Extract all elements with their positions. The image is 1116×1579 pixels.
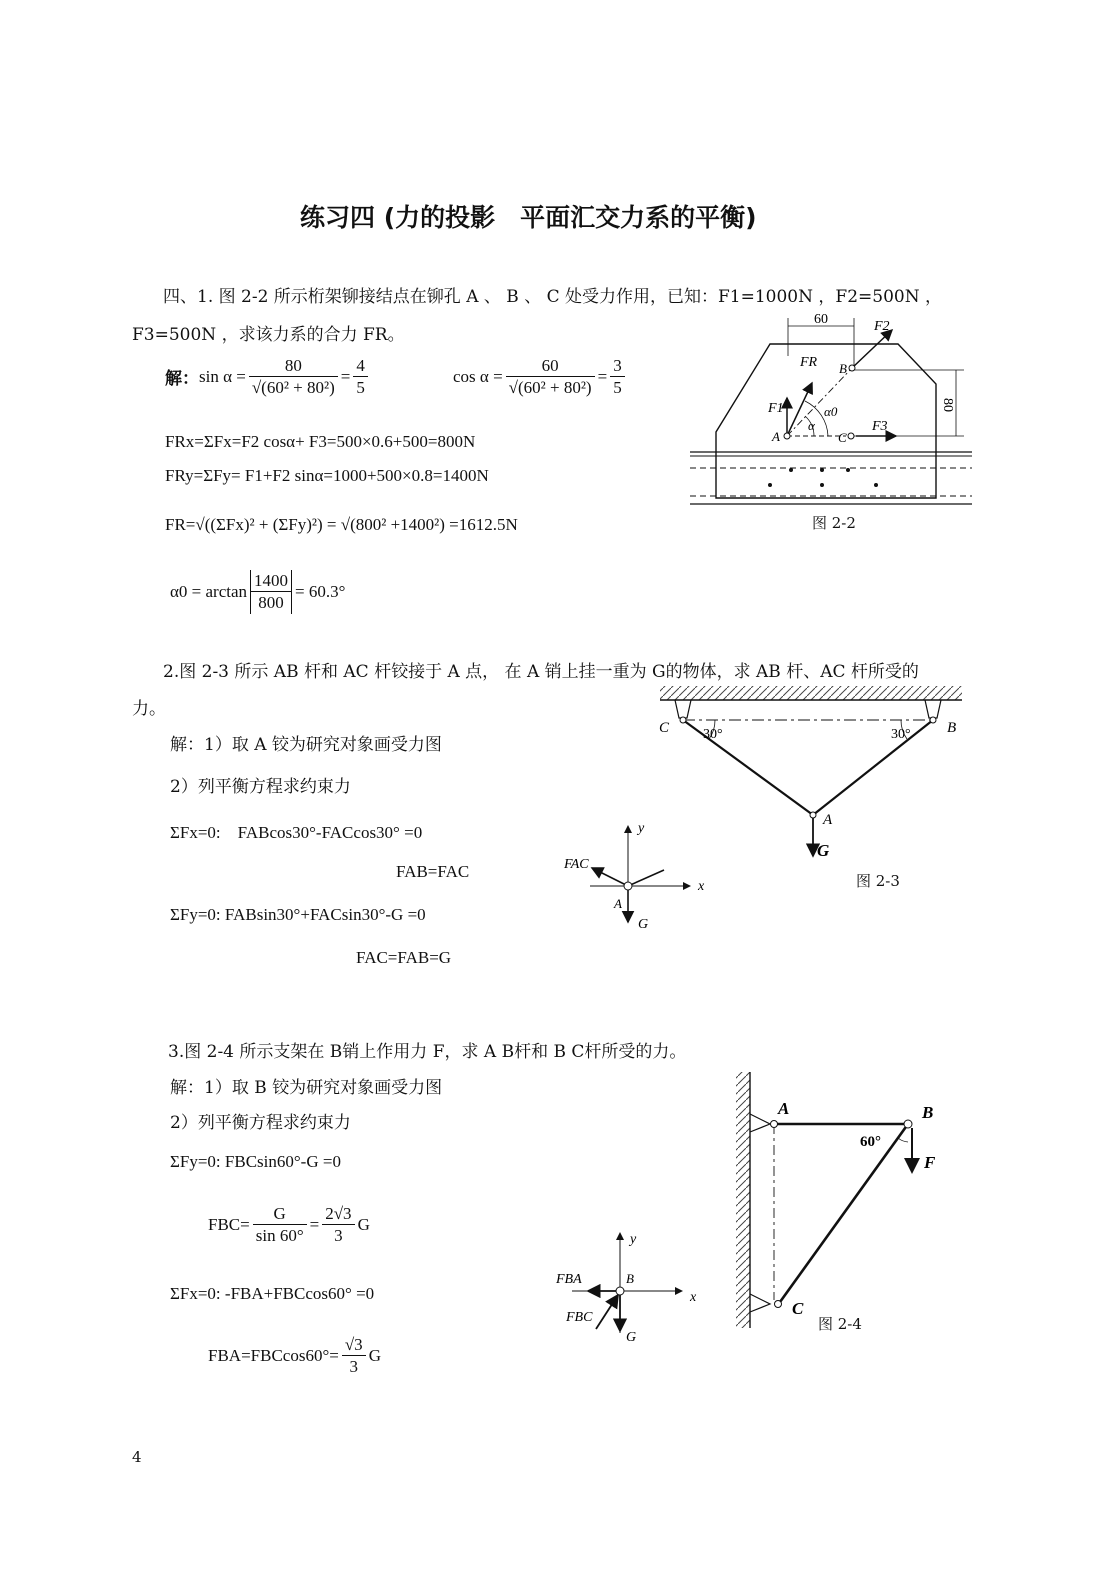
fig3-label-b: B — [947, 720, 957, 736]
alpha0-equation — [170, 570, 345, 614]
sin-numerator: 80 — [249, 355, 338, 377]
equation-frx: FRx=ΣFx=F2 cosα+ F3=500×0.6+500=800N — [165, 432, 476, 451]
force-fab-arrow — [628, 870, 664, 886]
problem2-eq-sum-fy: ΣFy=0: FABsin30°+FACsin30°-G =0 — [170, 905, 426, 924]
label-c: C — [838, 430, 847, 445]
problem2-eq-sum-fx: ΣFx=0: FABcos30°-FACcos30° =0 — [170, 823, 423, 842]
dim-label-80: 80 — [940, 398, 955, 412]
fbc-result-num: 2√3 — [322, 1203, 354, 1225]
label-alpha: α — [808, 418, 815, 433]
rod-ab — [813, 720, 933, 815]
problem2-step1: 解：1）取 A 铰为研究对象画受力图 — [170, 735, 442, 755]
fba-left: FBA=FBCcos60°= — [208, 1345, 339, 1365]
fba-num: √3 — [342, 1334, 366, 1356]
fig3-angle-left: 30° — [703, 727, 723, 742]
page-title: 练习四 (力的投影 平面汇交力系的平衡) — [300, 203, 757, 232]
fbd3-label-fbc: FBC — [566, 1310, 593, 1325]
fig4-label-b: B — [922, 1103, 934, 1122]
ceiling-hatch — [660, 686, 962, 700]
cos-result-num: 3 — [610, 355, 625, 377]
alpha0-result: = 60.3° — [295, 581, 346, 601]
dim-label-60: 60 — [814, 312, 828, 327]
line-ab — [787, 368, 852, 436]
cos-equals: = — [597, 366, 608, 386]
fbd3-label-b: B — [626, 1271, 634, 1286]
fba-den: 3 — [349, 1357, 359, 1377]
label-alpha0: α0 — [824, 404, 838, 419]
alpha0-num: 1400 — [251, 570, 291, 592]
fig3-label-c: C — [659, 720, 670, 736]
rivet-holes — [768, 468, 878, 487]
figure-2-2 — [686, 308, 976, 538]
fbc-result-den: 3 — [334, 1226, 343, 1246]
fbc-fraction — [253, 1203, 307, 1247]
hole-b — [849, 365, 855, 371]
beam — [690, 452, 972, 504]
sin-equals: = — [340, 366, 351, 386]
problem3-eq-sum-fy: ΣFy=0: FBCsin60°-G =0 — [170, 1152, 341, 1171]
fbc-num: G — [253, 1203, 307, 1225]
fbd2-label-fac: FAC — [564, 857, 589, 872]
fbd3-label-y: y — [630, 1232, 637, 1247]
fbd3-label-fba: FBA — [556, 1272, 582, 1287]
label-b: B — [839, 361, 847, 376]
support-b — [925, 700, 941, 718]
problem3-eq-fba — [208, 1334, 381, 1378]
problem3-step2: 2）列平衡方程求约束力 — [170, 1113, 351, 1133]
figure-2-4-caption: 图 2-4 — [818, 1315, 862, 1333]
cos-denominator: √(60² + 80²) — [508, 378, 592, 398]
figure-2-2-caption: 图 2-2 — [812, 514, 856, 532]
support-c — [675, 700, 691, 718]
fig3-angle-right: 30° — [891, 727, 911, 742]
figure-2-3 — [655, 680, 975, 865]
problem2-statement-line2: 力。 — [132, 699, 166, 719]
fbd2-label-a: A — [614, 896, 622, 911]
problem1-statement-line1: 四、1. 图 2-2 所示桁架铆接结点在铆孔 A 、 B 、 C 处受力作用，已知：F1=1000N ，F2=500N ， — [163, 287, 942, 307]
cos-alpha-equation — [453, 355, 628, 399]
problem2-step2: 2）列平衡方程求约束力 — [170, 777, 351, 797]
support-a — [750, 1114, 770, 1132]
wall-hatch — [736, 1072, 750, 1328]
label-f3: F3 — [872, 419, 888, 434]
gusset-plate — [716, 344, 936, 498]
force-f2-arrow — [852, 330, 892, 368]
pin-b-fig — [904, 1120, 912, 1128]
page-number: 4 — [132, 1448, 142, 1466]
hole-a — [784, 433, 790, 439]
solution-label: 解： — [165, 369, 199, 389]
figure-2-3-caption: 图 2-3 — [856, 872, 900, 890]
sin-result-num: 4 — [353, 355, 368, 377]
alpha0-den: 800 — [258, 593, 284, 613]
fig4-label-c: C — [792, 1299, 804, 1318]
fig4-label-a: A — [778, 1099, 790, 1118]
label-fr: FR — [800, 355, 818, 370]
fbd2-label-y: y — [638, 821, 645, 836]
fbc-result-fraction — [322, 1203, 354, 1247]
hole-c — [848, 433, 854, 439]
sin-result-fraction — [353, 355, 368, 399]
problem3-eq-fbc — [208, 1203, 370, 1247]
fig4-angle: 60° — [860, 1134, 881, 1150]
sin-result-den: 5 — [356, 378, 365, 398]
rod-bc-fig — [780, 1124, 908, 1302]
cos-left: cos α = — [453, 366, 503, 386]
fbd3-label-g: G — [626, 1330, 637, 1345]
problem2-eq-fab-fac: FAB=FAC — [396, 862, 470, 881]
sin-fraction — [249, 355, 338, 399]
cos-fraction — [506, 355, 595, 399]
fig4-label-f: F — [924, 1153, 936, 1172]
alpha0-fraction — [251, 570, 291, 614]
label-a: A — [772, 429, 780, 444]
problem2-eq-result: FAC=FAB=G — [356, 948, 452, 967]
label-f1: F1 — [768, 401, 784, 416]
support-c-wall — [750, 1294, 770, 1312]
fbd2-label-g: G — [638, 917, 649, 932]
cos-result-fraction — [610, 355, 625, 399]
force-fac-arrow — [592, 868, 628, 886]
abs-bars — [250, 570, 292, 614]
problem2-statement-line1: 2.图 2-3 所示 AB 杆和 AC 杆铰接于 A 点， 在 A 销上挂一重为 G的物体，求 AB 杆、AC 杆所受的 — [163, 662, 919, 682]
equation-fry: FRy=ΣFy= F1+F2 sinα=1000+500×0.8=1400N — [165, 466, 489, 485]
fbc-left: FBC= — [208, 1214, 250, 1234]
fbc-equals: = — [309, 1214, 320, 1234]
fbc-g: G — [357, 1214, 370, 1234]
label-f2: F2 — [874, 319, 890, 334]
fig3-label-a: A — [823, 812, 833, 828]
fbc-den: sin 60° — [255, 1226, 304, 1246]
cos-numerator: 60 — [506, 355, 595, 377]
pin-a-fig — [810, 812, 816, 818]
fba-g: G — [368, 1345, 381, 1365]
pin-a — [624, 882, 632, 890]
fbd2-label-x: x — [698, 879, 705, 894]
fig3-label-g: G — [817, 841, 830, 860]
problem3-eq-sum-fx: ΣFx=0: -FBA+FBCcos60° =0 — [170, 1284, 375, 1303]
sin-alpha-equation — [165, 355, 371, 399]
sin-denominator: √(60² + 80²) — [251, 378, 335, 398]
figure-2-4 — [730, 1068, 970, 1338]
fbd-pin-b — [552, 1225, 712, 1350]
fba-fraction — [342, 1334, 366, 1378]
alpha0-left: α0 = arctan — [170, 581, 248, 601]
problem1-statement-line2: F3=500N ，求该力系的合力 FR。 — [132, 325, 405, 345]
force-fbc-arrow — [596, 1295, 618, 1329]
cos-result-den: 5 — [613, 378, 622, 398]
equation-fr: FR=√((ΣFx)² + (ΣFy)²) = √(800² +1400²) =1612.5N — [165, 515, 518, 534]
problem3-step1: 解：1）取 B 铰为研究对象画受力图 — [170, 1078, 443, 1098]
fbd3-label-x: x — [690, 1290, 697, 1305]
pin-b — [616, 1287, 624, 1295]
problem3-statement: 3.图 2-4 所示支架在 B销上作用力 F，求 A B杆和 B C杆所受的力。 — [168, 1042, 687, 1062]
sin-left: sin α = — [199, 366, 246, 386]
